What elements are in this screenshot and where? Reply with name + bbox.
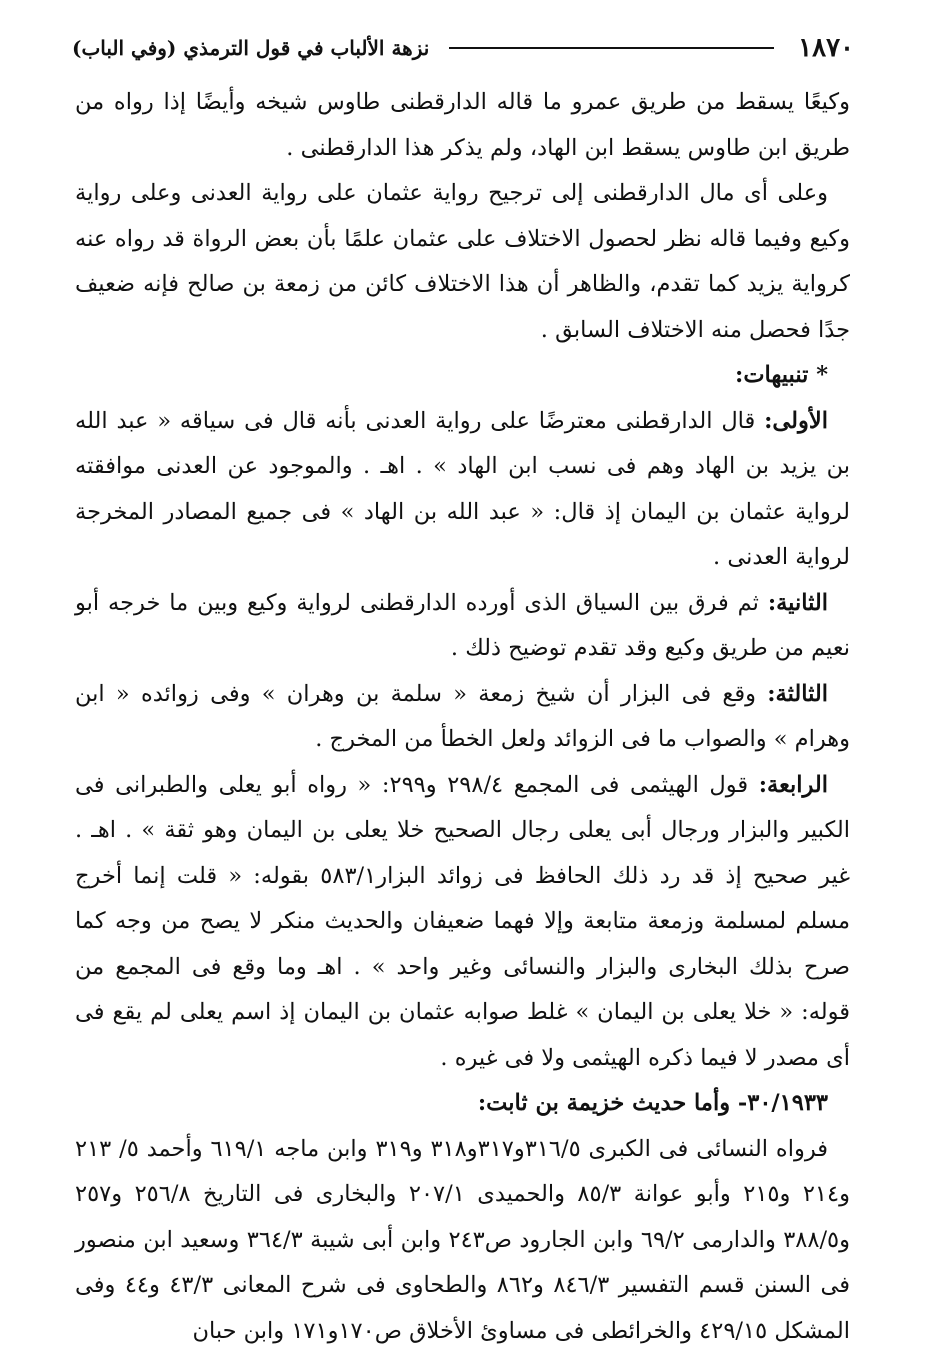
page-header [72, 30, 854, 66]
header-rule [449, 47, 774, 49]
note-label: الأولى: [764, 408, 828, 434]
note-label: الثانية: [768, 590, 828, 616]
note-paragraph [75, 763, 850, 1082]
page-body [75, 80, 850, 1354]
note-paragraph [75, 581, 850, 672]
note-text: وقع فى البزار أن شيخ زمعة « سلمة بن وهران » وفى زوائده « ابن وهرام » والصواب ما فى الزوائد ولعل الخطأ من المخرج . [75, 681, 850, 753]
note-text: قال الدارقطنى معترضًا على رواية العدنى بأنه قال فى سياقه « عبد الله بن يزيد بن الهاد وهم فى نسب ابن الهاد » . اهـ . والموجود عن العدنى موافقته لرواية عثمان بن اليمان إذ قال: « عبد الله بن الهاد » فى جميع المصادر المخرجة لرواية العدنى . [75, 408, 850, 571]
note-text: قول الهيثمى فى المجمع ٢٩٨/٤ و٢٩٩: « رواه أبو يعلى والطبرانى فى الكبير والبزار ورجال أبى يعلى رجال الصحيح خلا يعلى بن اليمان وهو ثقة » . اهـ . غير صحيح إذ قد رد ذلك الحافظ فى زوائد البزار٥٨٣/١ بقوله: « قلت إنما أخرج مسلم لمسلمة وزمعة متابعة وإلا فهما ضعيفان والحديث منكر لا يصح من وجه كما صرح بذلك البخارى والبزار والنسائى وغير واحد » . اهـ وما وقع فى المجمع من قوله: « خلا يعلى بن اليمان » غلط صوابه عثمان بن اليمان إذ اسم يعلى لم يقع فى أى مصدر لا فيما ذكره الهيثمى ولا فى غيره . [75, 772, 850, 1071]
note-label: الثالثة: [767, 681, 828, 707]
page-number: ١٨٧٠ [798, 33, 854, 63]
note-paragraph [75, 399, 850, 581]
body-paragraph: فرواه النسائى فى الكبرى ٣١٦/٥و٣١٧و٣١٨ و٣١٩ وابن ماجه ٦١٩/١ وأحمد ٥/ ٢١٣ و٢١٤ و٢١٥ وأبو عوانة ٨٥/٣ والحميدى ٢٠٧/١ والبخارى فى التاريخ ٢٥٦/٨ و٢٥٧ و٣٨٨/٥ والدارمى ٦٩/٢ وابن الجارود ص٢٤٣ وابن أبى شيبة ٣٦٤/٣ وسعيد ابن منصور فى السنن قسم التفسير ٨٤٦/٣ و٨٦٢ والطحاوى فى شرح المعانى ٤٣/٣ و٤٤ وفى المشكل ٤٢٩/١٥ والخرائطى فى مساوئ الأخلاق ص١٧٠و١٧١ وابن حبان [75, 1127, 850, 1354]
running-title: نزهة الألباب في قول الترمذي (وفي الباب) [72, 36, 429, 60]
note-label: الرابعة: [759, 772, 828, 798]
note-text: ثم فرق بين السياق الذى أورده الدارقطنى لرواية وكيع وبين ما خرجه أبو نعيم من طريق وكيع وقد تقدم توضيح ذلك . [75, 590, 850, 662]
note-paragraph [75, 672, 850, 763]
body-paragraph: وكيعًا يسقط من طريق عمرو ما قاله الدارقطنى طاوس شيخه وأيضًا إذا رواه من طريق ابن طاوس يسقط ابن الهاد، ولم يذكر هذا الدارقطنى . [75, 80, 850, 171]
body-paragraph: وعلى أى مال الدارقطنى إلى ترجيح رواية عثمان على رواية العدنى وعلى رواية وكيع وفيما قاله نظر لحصول الاختلاف على عثمان علمًا بأن بعض الرواة قد رواه عنه كرواية يزيد كما تقدم، والظاهر أن هذا الاختلاف كائن من زمعة بن صالح فإنه ضعيف جدًا فحصل منه الاختلاف السابق . [75, 171, 850, 353]
hadith-heading: ٣٠/١٩٣٣- وأما حديث خزيمة بن ثابت: [75, 1081, 828, 1127]
section-heading: * تنبيهات: [75, 353, 828, 399]
